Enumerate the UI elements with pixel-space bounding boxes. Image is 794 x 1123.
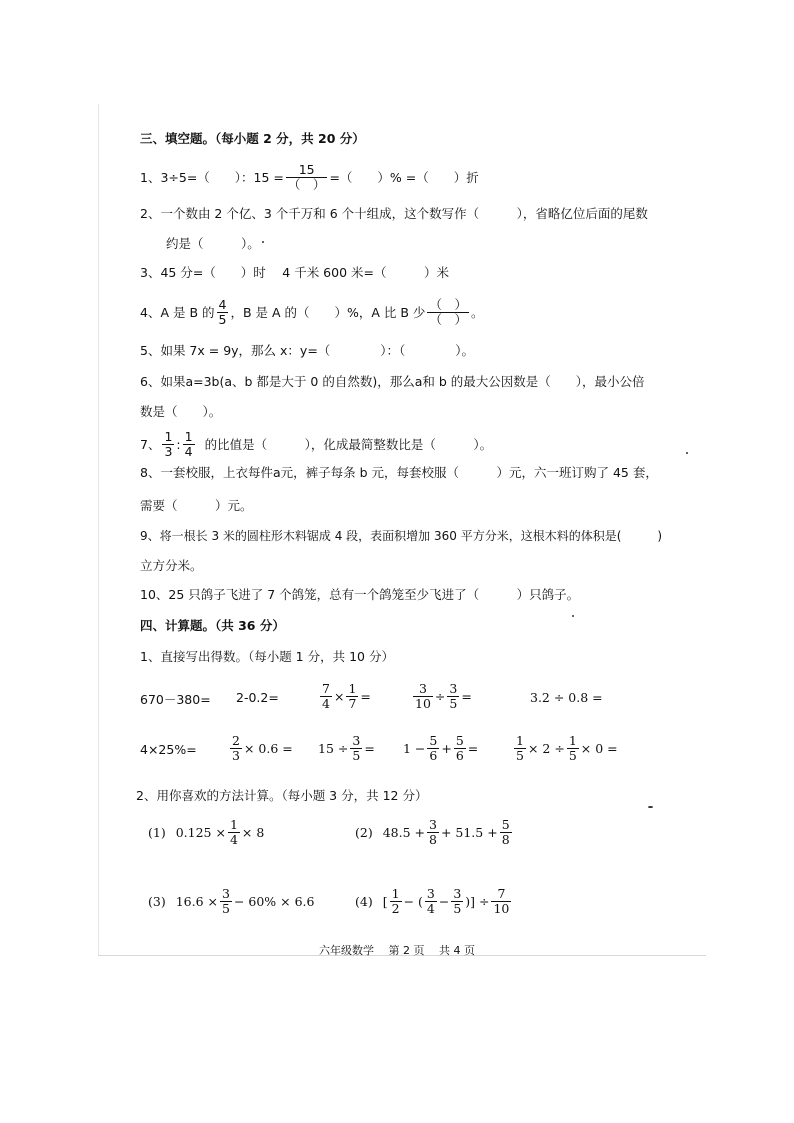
q4-text-c: 。	[470, 304, 484, 320]
compute4-m3: )] ÷	[465, 894, 490, 909]
q7-num1: 1	[164, 429, 173, 444]
compute4-n1: 1	[391, 886, 400, 901]
q7-number: 7、	[140, 436, 161, 452]
calc7-rest: × 0.6 =	[243, 741, 293, 756]
compute1-frac	[228, 818, 240, 847]
section3-title: 三、填空题。（每小题 2 分，共 20 分）	[140, 131, 365, 146]
calc3-d2: 7	[348, 696, 357, 711]
compute4-pre: [	[382, 894, 388, 909]
calc9-d2: 6	[455, 748, 464, 763]
calc-item-9	[403, 734, 478, 763]
calc4-n1: 3	[418, 681, 427, 696]
question-10: 10、25 只鸽子飞进了 7 个鸽笼，总有一个鸽笼至少飞进了（ ）只鸽子。	[140, 587, 580, 602]
calc4-n2: 3	[449, 681, 458, 696]
q7-colon: :	[176, 436, 181, 452]
question-1	[140, 163, 479, 192]
compute3-d: 5	[222, 901, 230, 916]
calc9-pre: 1 −	[403, 741, 426, 756]
question-3: 3、45 分=（ ）时 4 千米 600 米=（ ）米	[140, 265, 449, 280]
question-8-line1: 8、一套校服，上衣每件a元，裤子每条 b 元，每套校服（ ）元，六一班订购了 45 套，	[140, 465, 658, 480]
question-2-line1: 2、一个数由 2 个亿、3 个千万和 6 个十组成，这个数写作（ ），省略亿位后面的尾数	[140, 206, 648, 221]
q4-denominator: 5	[218, 312, 227, 327]
calc4-op: ÷	[434, 689, 446, 704]
compute4-frac2	[425, 887, 437, 916]
compute3-frac	[220, 887, 232, 916]
page-footer: 六年级数学 第 2 页 共 4 页	[319, 944, 475, 957]
calc9-d1: 6	[429, 748, 438, 763]
calc10-n2: 1	[568, 733, 577, 748]
question-2-line2: 约是（ ）。	[166, 236, 260, 251]
compute4-frac4	[491, 887, 511, 916]
q7-den1: 3	[164, 444, 173, 459]
calc-item-5: 3.2 ÷ 0.8 =	[530, 690, 603, 705]
compute2-frac1	[427, 818, 439, 847]
calc3-frac2	[346, 682, 358, 711]
compute2-frac2	[500, 818, 512, 847]
question-5: 5、如果 7x = 9y，那么 x：y=（ ）：（ ）。	[140, 343, 475, 358]
question-4	[140, 298, 483, 327]
scan-speck	[648, 806, 653, 808]
q7-fraction-1	[162, 430, 174, 459]
compute4-m2: −	[438, 894, 450, 909]
q4-fraction-1	[217, 298, 229, 327]
question-7	[140, 430, 492, 459]
calc4-frac2	[447, 682, 459, 711]
compute4-frac3	[451, 887, 463, 916]
calc3-frac1	[320, 682, 332, 711]
calc10-mid: × 2 ÷	[527, 741, 565, 756]
part2-title: 2、用你喜欢的方法计算。（每小题 3 分，共 12 分）	[136, 788, 428, 803]
calc-item-6: 4×25%=	[140, 742, 197, 757]
calc-item-10	[512, 734, 618, 763]
compute4-n2: 3	[426, 886, 435, 901]
compute3-post: − 60% × 6.6	[233, 894, 315, 909]
scan-speck	[686, 452, 688, 454]
calc-item-2: 2-0.2=	[236, 690, 279, 705]
calc-item-3	[318, 682, 371, 711]
q7-text: 的比值是（ ），化成最简整数比是（ ）。	[204, 436, 493, 452]
compute4-d4: 10	[493, 901, 510, 916]
compute4-n3: 3	[453, 886, 462, 901]
compute1-label: (1)	[148, 825, 166, 840]
calc-item-1: 670－380=	[140, 692, 211, 707]
calc9-op: +	[441, 741, 452, 756]
compute1-post: × 8	[241, 825, 265, 840]
compute2-n1: 3	[429, 817, 437, 832]
calc-item-8	[318, 734, 375, 763]
calc10-frac1	[514, 734, 526, 763]
compute-item-3	[148, 887, 314, 916]
compute4-n4: 7	[497, 886, 506, 901]
calc8-n1: 3	[352, 733, 361, 748]
q1-fraction	[286, 163, 328, 192]
q1-text-b: =（ ）% =（ ）折	[329, 169, 479, 185]
q1-numerator: 15	[298, 162, 315, 177]
calc-item-7	[228, 734, 293, 763]
compute4-frac1	[390, 887, 402, 916]
calc10-d1: 5	[516, 748, 524, 763]
calc3-eq: =	[360, 689, 371, 704]
q4-text-b: ，B 是 A 的（ ）%，A 比 B 少	[230, 304, 426, 320]
q7-fraction-2	[183, 430, 195, 459]
scan-speck	[262, 241, 264, 243]
calc7-n1: 2	[232, 733, 240, 748]
calc8-eq: =	[364, 741, 375, 756]
calc3-n2: 1	[348, 681, 357, 696]
calc10-n1: 1	[516, 733, 524, 748]
calc4-eq: =	[461, 689, 472, 704]
question-6-line2: 数是（ ）。	[140, 404, 222, 419]
compute1-n: 1	[229, 817, 238, 832]
part1-title: 1、直接写出得数。（每小题 1 分，共 10 分）	[140, 649, 394, 664]
calc8-frac	[350, 734, 362, 763]
calc10-d2: 5	[568, 748, 577, 763]
question-9-line1: 9、将一根长 3 米的圆柱形木料锯成 4 段，表面积增加 360 平方分米，这根木料的体积是( )	[140, 529, 663, 543]
calc10-frac2	[567, 734, 579, 763]
question-8-line2: 需要（ ）元。	[140, 498, 253, 513]
q4-text-a: 4、A 是 B 的	[140, 304, 215, 320]
q4-fraction-2	[427, 298, 469, 327]
scan-speck	[572, 615, 574, 617]
compute4-m1: − (	[403, 894, 423, 909]
q1-text-a: 1、3÷5=（ ）：15 =	[140, 169, 284, 185]
compute2-label: (2)	[355, 825, 373, 840]
compute1-pre: 0.125 ×	[175, 825, 226, 840]
compute2-d2: 8	[501, 832, 510, 847]
calc9-n1: 5	[429, 733, 438, 748]
calc-item-4	[411, 682, 472, 711]
calc8-pre: 15 ÷	[318, 741, 349, 756]
compute-item-1	[148, 818, 264, 847]
q4-numerator: 4	[218, 297, 227, 312]
compute-item-2	[355, 818, 514, 847]
calc7-frac	[230, 734, 242, 763]
calc9-eq: =	[467, 741, 479, 756]
compute3-n: 3	[222, 886, 230, 901]
calc9-frac1	[427, 734, 439, 763]
calc8-d1: 5	[352, 748, 361, 763]
compute-item-4	[355, 887, 513, 916]
compute3-pre: 16.6 ×	[175, 894, 218, 909]
compute2-mid: + 51.5 +	[440, 825, 498, 840]
compute1-d: 4	[229, 832, 238, 847]
calc3-n1: 7	[322, 681, 330, 696]
q7-num2: 1	[184, 429, 193, 444]
compute4-d1: 2	[391, 901, 400, 916]
question-9-line2: 立方分米。	[140, 558, 203, 573]
calc4-d2: 5	[449, 696, 458, 711]
calc10-rest: × 0 =	[580, 741, 618, 756]
calc3-d1: 4	[322, 696, 330, 711]
q4-denominator-blank: （ ）	[429, 312, 467, 327]
compute4-d2: 4	[426, 901, 435, 916]
q7-den2: 4	[184, 444, 193, 459]
calc3-op: ×	[333, 689, 345, 704]
compute3-label: (3)	[148, 894, 166, 909]
q1-denominator: （ ）	[287, 177, 326, 192]
compute4-label: (4)	[355, 894, 373, 909]
q4-numerator-blank: （ ）	[429, 297, 467, 312]
calc9-frac2	[454, 734, 466, 763]
calc9-n2: 5	[455, 733, 464, 748]
compute2-d1: 8	[429, 832, 437, 847]
calc4-frac1	[413, 682, 433, 711]
compute4-d3: 5	[453, 901, 462, 916]
compute2-n2: 5	[501, 817, 510, 832]
calc7-d1: 3	[232, 748, 240, 763]
compute2-pre: 48.5 +	[382, 825, 425, 840]
question-6-line1: 6、如果a=3b(a、b 都是大于 0 的自然数)，那么a和 b 的最大公因数是（ ），最小公倍	[140, 374, 645, 389]
section4-title: 四、计算题。（共 36 分）	[140, 618, 285, 633]
calc4-d1: 10	[415, 696, 431, 711]
